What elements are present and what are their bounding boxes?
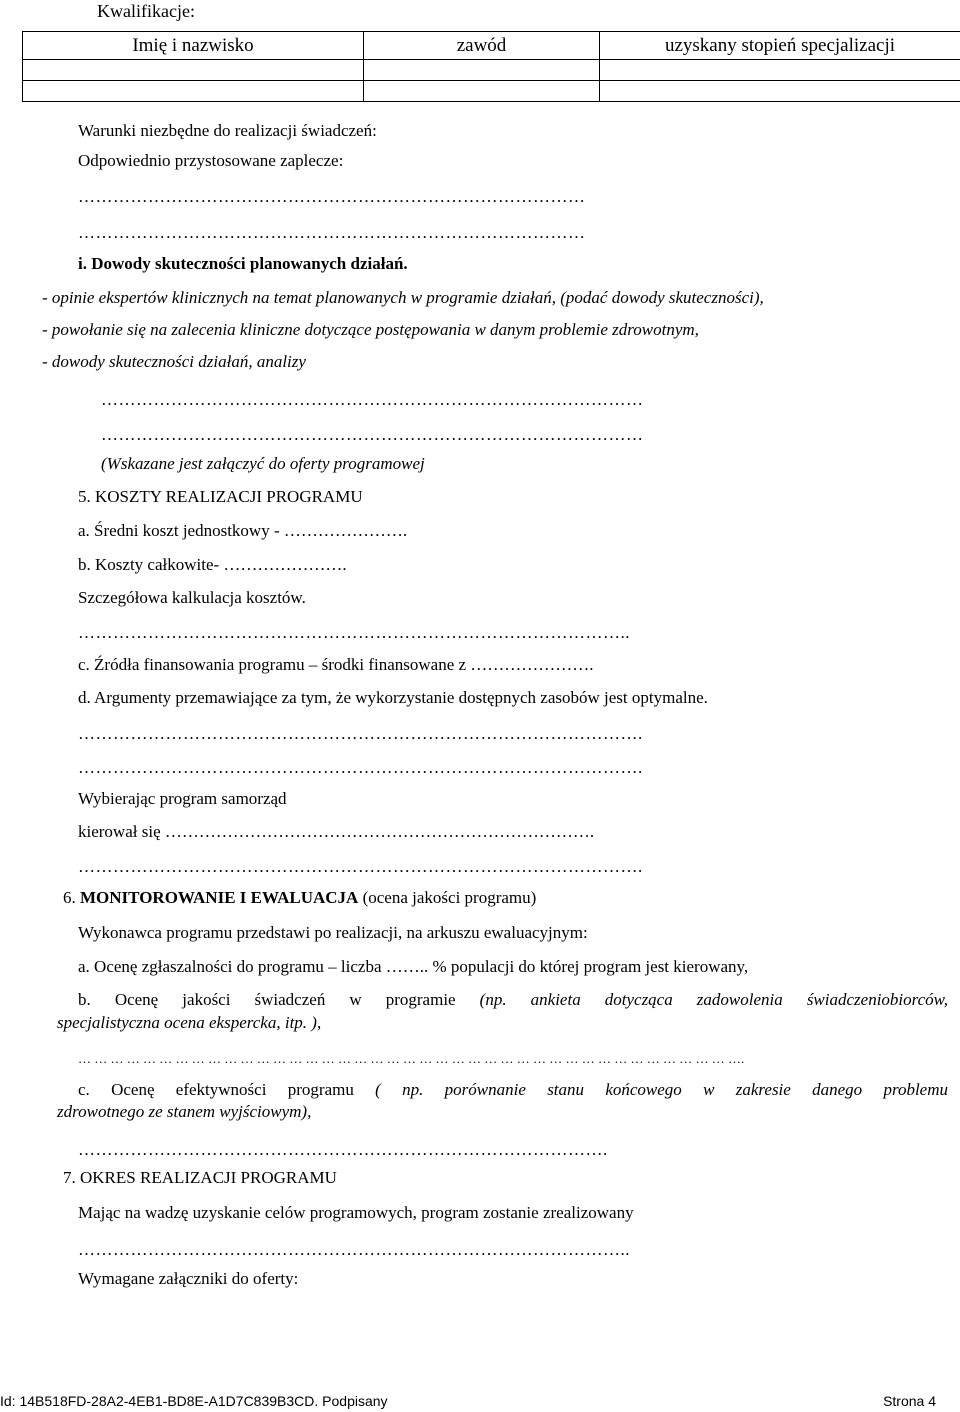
fill-line: ………………………………………………………………………………. — [78, 1140, 608, 1159]
facilities-text: Odpowiednio przystosowane zaplecze: — [78, 151, 344, 170]
cost-calculation-text: Szczegółowa kalkulacja kosztów. — [78, 588, 306, 607]
fill-line: …………………………………………………………………………… — [78, 223, 586, 242]
table-cell[interactable] — [600, 81, 960, 102]
section-6-number: 6. — [63, 888, 80, 907]
footer-document-id: Id: 14B518FD-28A2-4EB1-BD8E-A1D7C839B3CD. Podpisany — [0, 1393, 388, 1409]
section-7-heading — [63, 1168, 337, 1188]
assessment-c-continued: zdrowotnego ze stanem wyjściowym), — [57, 1102, 312, 1121]
fill-line: ……………………………………………………………………………………. — [78, 724, 643, 743]
fill-line: ………………………………………………………………………………… — [101, 425, 644, 444]
section-6-title: MONITOROWANIE I EWALUACJA — [80, 888, 359, 907]
assessment-b-line — [78, 989, 948, 1011]
guided-by-line: kierował się …………………………………………………………………. — [78, 822, 595, 841]
arguments-text: d. Argumenty przemawiające za tym, że wykorzystanie dostępnych zasobów jest optymalne. — [78, 688, 708, 707]
assessment-c-example: ( np. porównanie stanu końcowego w zakresie danego problemu — [375, 1080, 949, 1099]
realization-text: Mając na wadzę uzyskanie celów programowych, program zostanie zrealizowany — [78, 1203, 634, 1222]
assessment-b-text: b. Ocenę jakości świadczeń w programie — [78, 990, 456, 1009]
evidence-text: - dowody skuteczności działań, analizy — [42, 352, 306, 371]
table-cell[interactable] — [364, 60, 600, 81]
qualifications-label: Kwalifikacje: — [97, 1, 195, 21]
table-header-row — [23, 32, 960, 60]
section-i-heading: i. Dowody skuteczności planowanych działań. — [78, 254, 408, 273]
contractor-text: Wykonawca programu przedstawi po realizacji, na arkuszu ewaluacyjnym: — [78, 923, 588, 942]
fill-line: … … … … … … … … … … … … … … … … … … … … … … … … … … … … … … … … … … … … … … … … …. — [78, 1051, 745, 1066]
header-name: Imię i nazwisko — [23, 32, 364, 60]
required-attachments-text: Wymagane załączniki do oferty: — [78, 1269, 299, 1288]
section-6-subtitle: (ocena jakości programu) — [358, 888, 537, 907]
fill-line: …………………………………………………………………………… — [78, 187, 586, 206]
expert-opinions-text: - opinie ekspertów klinicznych na temat planowanych w programie działań, (podać dowody skuteczności), — [42, 288, 764, 307]
table-row — [23, 81, 960, 102]
fill-line: ………………………………………………………………………………….. — [78, 1240, 630, 1259]
table-cell[interactable] — [23, 60, 364, 81]
table-cell[interactable] — [23, 81, 364, 102]
assessment-b-continued: specjalistyczna ocena ekspercka, itp. ), — [57, 1013, 322, 1032]
clinical-guidelines-text: - powołanie się na zalecenia kliniczne dotyczące postępowania w danym problemie zdrowotnym, — [42, 320, 699, 339]
attachment-note: (Wskazane jest załączyć do oferty programowej — [101, 454, 425, 473]
footer-page-number: Strona 4 — [883, 1393, 936, 1409]
header-specialization: uzyskany stopień specjalizacji — [600, 32, 960, 60]
total-cost-line: b. Koszty całkowite- …………………. — [78, 555, 347, 574]
assessment-b-example: (np. ankieta dotycząca zadowolenia świadczeniobiorców, — [479, 990, 949, 1009]
section-7-number: 7. — [63, 1168, 80, 1187]
table-cell[interactable] — [364, 81, 600, 102]
fill-line: ………………………………………………………………………………….. — [78, 623, 630, 642]
fill-line: ……………………………………………………………………………………. — [78, 857, 643, 876]
conditions-text: Warunki niezbędne do realizacji świadczeń: — [78, 121, 377, 140]
fill-line: ……………………………………………………………………………………. — [78, 758, 643, 777]
choosing-program-text: Wybierając program samorząd — [78, 789, 287, 808]
header-profession: zawód — [364, 32, 600, 60]
table-cell[interactable] — [600, 60, 960, 81]
funding-source-line: c. Źródła finansowania programu – środki finansowane z …………………. — [78, 655, 594, 674]
assessment-c-line — [78, 1079, 948, 1101]
qualifications-table — [22, 31, 960, 102]
unit-cost-line: a. Średni koszt jednostkowy - …………………. — [78, 521, 408, 540]
section-5-heading: 5. KOSZTY REALIZACJI PROGRAMU — [78, 487, 363, 506]
table-row — [23, 60, 960, 81]
section-7-title: OKRES REALIZACJI PROGRAMU — [80, 1168, 337, 1187]
assessment-c-text: c. Ocenę efektywności programu — [78, 1080, 354, 1099]
section-6-heading — [63, 888, 536, 908]
assessment-a-line: a. Ocenę zgłaszalności do programu – liczba …….. % populacji do której program jest kierowany, — [78, 957, 749, 976]
fill-line: ………………………………………………………………………………… — [101, 390, 644, 409]
